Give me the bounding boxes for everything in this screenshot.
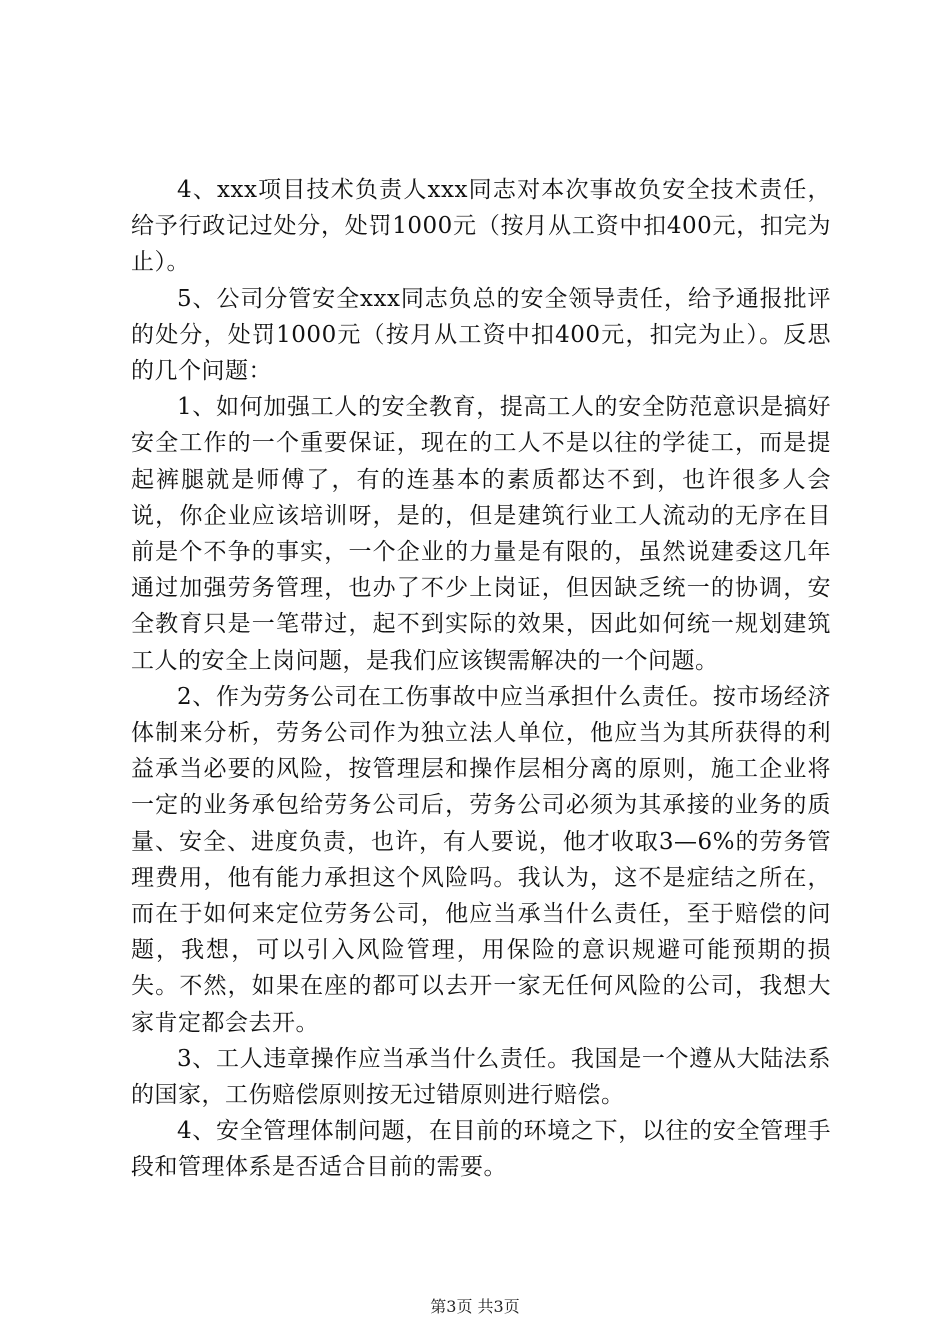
page-number-footer: 第3页 共3页 — [430, 1297, 520, 1316]
paragraph-reflection-2: 2、作为劳务公司在工伤事故中应当承担什么责任。按市场经济体制来分析，劳务公司作为独立法人单位，他应当为其所获得的利益承当必要的风险，按管理层和操作层相分离的原则，施工企业将一定的业务承包给劳务公司后，劳务公司必须为其承接的业务的质量、安全、进度负责，也许，有人要说，他才收取3—6%的劳务管理费用，他有能力承担这个风险吗。我认为，这不是症结之所在，而在于如何来定位劳务公司，他应当承当什么责任，至于赔偿的问题，我想，可以引入风险管理，用保险的意识规避可能预期的损失。不然，如果在座的都可以去开一家无任何风险的公司，我想大家肯定都会去开。 — [131, 683, 831, 1036]
paragraph-reflection-1: 1、如何加强工人的安全教育，提高工人的安全防范意识是搞好安全工作的一个重要保证，现在的工人不是以往的学徒工，而是提起裤腿就是师傅了，有的连基本的素质都达不到，也许很多人会说，你企业应该培训呀，是的，但是建筑行业工人流动的无序在目前是个不争的事实，一个企业的力量是有限的，虽然说建委这几年通过加强劳务管理，也办了不少上岗证，但因缺乏统一的协调，安全教育只是一笔带过，起不到实际的效果，因此如何统一规划建筑工人的安全上岗问题，是我们应该锲需解决的一个问题。 — [131, 394, 831, 674]
paragraph-reflection-3: 3、工人违章操作应当承当什么责任。我国是一个遵从大陆法系的国家，工伤赔偿原则按无过错原则进行赔偿。 — [131, 1045, 831, 1109]
document-body — [131, 172, 831, 1186]
paragraph-item-4-penalty: 4、xxx项目技术负责人xxx同志对本次事故负安全技术责任，给予行政记过处分，处罚1000元（按月从工资中扣400元，扣完为止）。 — [131, 177, 831, 276]
paragraph-reflection-4: 4、安全管理体制问题，在目前的环境之下，以往的安全管理手段和管理体系是否适合目前的需要。 — [131, 1118, 831, 1181]
paragraph-item-5-penalty: 5、公司分管安全xxx同志负总的安全领导责任，给予通报批评的处分，处罚1000元（按月从工资中扣400元，扣完为止）。反思的几个问题： — [131, 285, 831, 385]
